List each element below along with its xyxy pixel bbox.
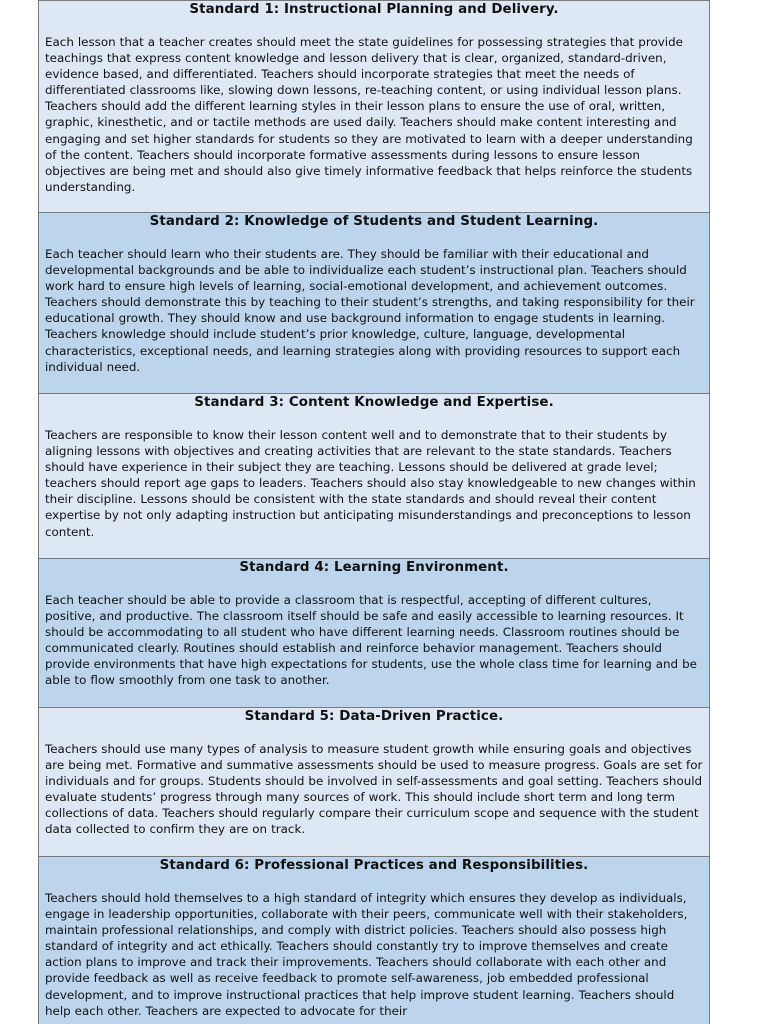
standard-5-section (38, 708, 710, 857)
standard-5-body: Teachers should use many types of analysis to measure student growth while ensuring goals and objectives are being met. Formative and summative assessments should be used to measure progress. Goals are set for individuals and for groups. Students should be involved in self-assessments and goal setting. Teachers should evaluate students’ progress through many sources of work. This should include short term and long term collections of data. Teachers should regularly compare their curriculum scope and sequence with the student data collected to confirm they are on track. (45, 742, 703, 837)
standards-document (38, 0, 710, 1024)
standard-4-section (38, 559, 710, 708)
standard-4-body: Each teacher should be able to provide a classroom that is respectful, accepting of different cultures, positive, and productive. The classroom itself should be safe and easily accessible to learning resources. It should be accommodating to all student who have different learning needs. Classroom routines should be communicated clearly. Routines should establish and reinforce behavior management. Teachers should provide environments that have high expectations for students, use the whole class time for learning and be able to flow smoothly from one task to another. (45, 593, 697, 688)
standard-6-heading: Standard 6: Professional Practices and Responsibilities. (159, 858, 589, 873)
standard-3-section (38, 394, 710, 559)
standard-6-section (38, 857, 710, 1024)
standard-1-heading: Standard 1: Instructional Planning and Delivery. (189, 2, 559, 17)
standard-6-body: Teachers should hold themselves to a high standard of integrity which ensures they develop as individuals, engage in leadership opportunities, collaborate with their peers, communicate well with their stakeholders, maintain professional relationships, and comply with district policies. Teachers should also possess high standard of integrity and act ethically. Teachers should constantly try to improve themselves and create action plans to improve and track their improvements. Teachers should collaborate with each other and provide feedback as well as receive feedback to promote self-awareness, job embedded professional development, and to improve instructional practices that help improve student learning. Teachers should help each other. Teachers are expected to advocate for their (45, 891, 688, 1018)
standard-3-heading: Standard 3: Content Knowledge and Expertise. (194, 395, 554, 410)
standard-4-heading: Standard 4: Learning Environment. (239, 560, 509, 575)
standard-2-heading: Standard 2: Knowledge of Students and Student Learning. (149, 214, 599, 229)
standard-2-section (38, 213, 710, 394)
standard-5-heading: Standard 5: Data-Driven Practice. (244, 709, 504, 724)
standard-2-body: Each teacher should learn who their students are. They should be familiar with their educational and developmental backgrounds and be able to individualize each student’s instructional plan. Teachers should work hard to ensure high levels of learning, social-emotional development, and achievement outcomes. Teachers should demonstrate this by teaching to their student’s strengths, and taking responsibility for their educational growth. They should know and use background information to engage students in learning. Teachers knowledge should include student’s prior knowledge, culture, language, developmental characteristics, exceptional needs, and learning strategies along with providing resources to support each individual need. (45, 247, 695, 374)
standard-1-section (38, 0, 710, 213)
standard-3-body: Teachers are responsible to know their lesson content well and to demonstrate that to their students by aligning lessons with objectives and creating activities that are relevant to the state standards. Teachers should have experience in their subject they are teaching. Lessons should be delivered at grade level; teachers should report age gaps to leaders. Teachers should also stay knowledgeable to new changes within their discipline. Lessons should be consistent with the state standards and should reveal their content expertise by not only adapting instruction but anticipating misunderstandings and preconceptions to lesson content. (45, 428, 696, 539)
standard-1-body: Each lesson that a teacher creates should meet the state guidelines for possessing strategies that provide teachings that express content knowledge and lesson delivery that is clear, organized, standard-driven, evidence based, and differentiated. Teachers should incorporate strategies that meet the needs of differentiated classrooms like, slowing down lessons, re-teaching content, or using individual lesson plans. Teachers should add the different learning styles in their lesson plans to ensure the use of oral, written, graphic, kinesthetic, and or tactile methods are used daily. Teachers should make content interesting and engaging and set higher standards for students so they are motivated to learn with a deeper understanding of the content. Teachers should incorporate formative assessments during lessons to ensure lesson objectives are being met and should also give timely informative feedback that helps reinforce the students understanding. (45, 35, 693, 194)
